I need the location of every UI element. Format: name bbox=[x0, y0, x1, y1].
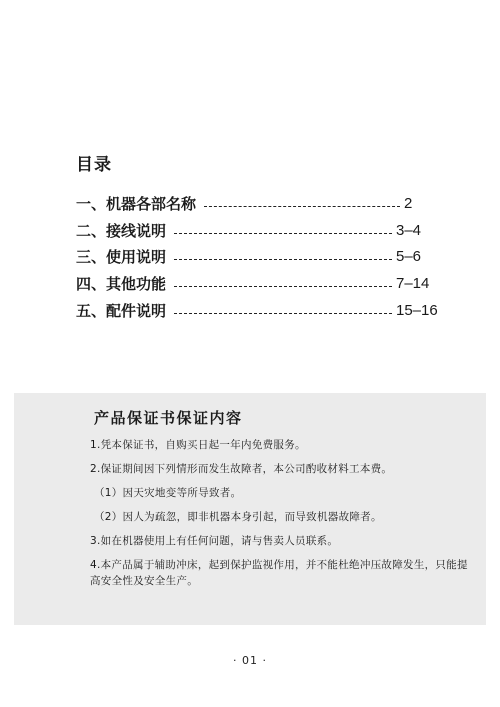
warranty-item: 2.保证期间因下列情形而发生故障者，本公司酌收材料工本费。 bbox=[90, 463, 393, 475]
toc-dot-leader bbox=[174, 286, 392, 287]
toc-item-usage[interactable] bbox=[76, 244, 456, 270]
toc-item-accessories[interactable] bbox=[76, 298, 456, 324]
toc-item-page: 15–16 bbox=[396, 301, 438, 319]
toc-item-page: 7–14 bbox=[396, 275, 430, 293]
warranty-item: 1.凭本保证书，自购买日起一年内免费服务。 bbox=[90, 439, 306, 451]
warranty-item: 4.本产品属于辅助冲床，起到保护监视作用，并不能杜绝冲压故障发生，只能提高安全性及安全生产。 bbox=[90, 559, 468, 587]
warranty-item: 3.如在机器使用上有任何问题，请与售卖人员联系。 bbox=[90, 535, 339, 547]
toc-item-parts-names[interactable] bbox=[76, 191, 456, 217]
toc-item-wiring[interactable] bbox=[76, 218, 456, 244]
warranty-list bbox=[90, 437, 470, 597]
toc-dot-leader bbox=[174, 233, 392, 234]
toc-item-other-functions[interactable] bbox=[76, 271, 456, 297]
warranty-panel bbox=[14, 393, 486, 625]
toc-dot-leader bbox=[204, 206, 400, 207]
toc-item-label: 五、配件说明 bbox=[76, 301, 167, 320]
warranty-sub-item: （1）因天灾地变等所导致者。 bbox=[94, 487, 242, 499]
warranty-sub-item: （2）因人为疏忽，即非机器本身引起，而导致机器故障者。 bbox=[94, 511, 382, 523]
toc-item-label: 一、机器各部名称 bbox=[76, 195, 197, 213]
toc-title: 目录 bbox=[76, 155, 112, 175]
table-of-contents bbox=[76, 191, 456, 324]
toc-item-label: 二、接线说明 bbox=[76, 221, 167, 240]
toc-dot-leader bbox=[174, 259, 392, 260]
toc-item-page: 5–6 bbox=[396, 248, 422, 266]
page-number: · 01 · bbox=[233, 654, 267, 667]
toc-item-page: 3–4 bbox=[396, 221, 422, 239]
toc-item-label: 四、其他功能 bbox=[76, 275, 167, 294]
toc-item-page: 2 bbox=[404, 195, 413, 212]
warranty-title: 产品保证书保证内容 bbox=[94, 409, 243, 427]
toc-dot-leader bbox=[174, 313, 392, 314]
toc-item-label: 三、使用说明 bbox=[76, 248, 167, 267]
